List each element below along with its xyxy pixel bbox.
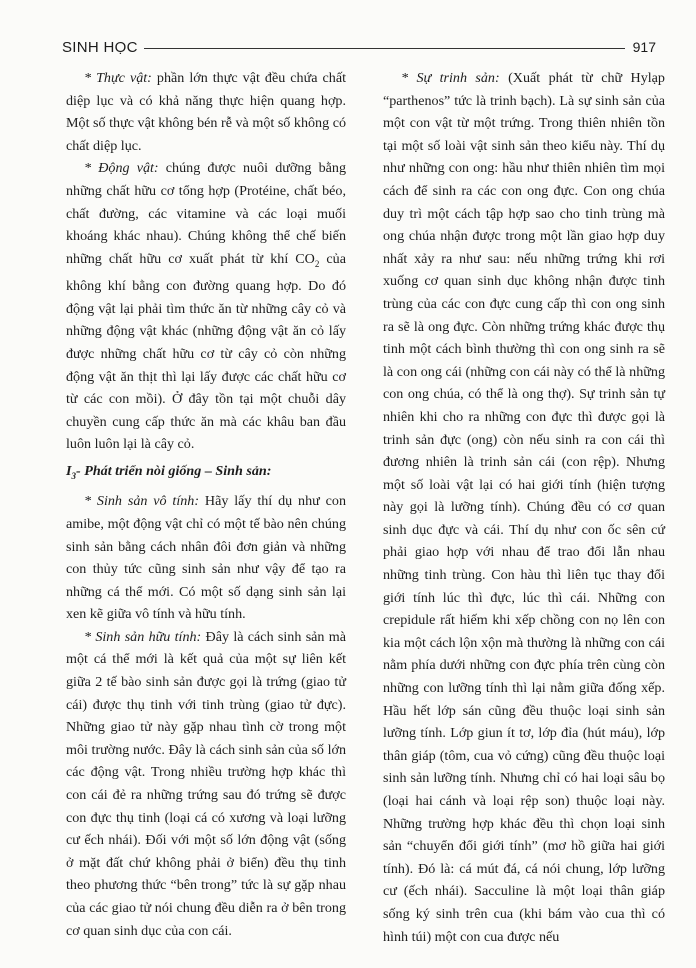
sexual-label: * Sinh sản hữu tính: — [84, 628, 202, 645]
paragraph-asexual — [66, 490, 346, 626]
paragraph-sexual — [66, 626, 346, 942]
paragraph-parthenogenesis — [383, 67, 665, 948]
asexual-label: * Sinh sản vô tính: — [84, 493, 200, 510]
plants-label: * Thực vật: — [84, 70, 152, 86]
running-header — [62, 37, 656, 57]
animals-text-b: của không khí bằng con đường quang hợp. Do đó động vật lại phải tìm thức ăn từ những cây cỏ và những động vật khác (những động vật ăn cỏ lấy được những chất hữu cơ từ cây cỏ còn những động vật ăn thịt thì lại lấy được các chất hữu cơ từ các con mồi). Ở đây tồn tại một chuỗi dây chuyền cung cấp thức ăn mà các khâu ban đầu luôn luôn lại là cây cỏ. — [66, 250, 346, 453]
co2-subscript: 2 — [314, 258, 320, 269]
animals-text-a: chúng được nuôi dưỡng bằng những chất hữu cơ tổng hợp (Protéine, chất béo, chất đường, các vitamine và các loại muối khoáng khác nhau). Chúng không thể chế biến những chất hữu cơ xuất phát từ khí CO — [66, 160, 347, 267]
header-rule — [144, 48, 625, 49]
parthenogenesis-label: * Sự trinh sản: — [401, 70, 500, 86]
parthenogenesis-text: (Xuất phát từ chữ Hylạp “parthenos” tức là trinh bạch). Là sự sinh sản của một con vật từ một trứng. Trong thiên nhiên tồn tại một số loài vật sinh sản theo kiểu này. Thí dụ như những con ong: hầu như thiên nhiên tìm mọi cách để sinh ra các con ong đực. Con ong chúa duy trì một cách tập hợp sao cho tinh trùng mà ong chúa nhận được trong một lần giao hợp duy nhất xảy ra như sau: nếu những trứng khi rơi xuống cơ quan sinh dục không nhận được tinh trùng của các con đực cung cấp thì con ong sinh ra sẽ là ong đực. Còn những trứng khác được thụ tinh một cách bình thường thì con ong sinh ra sẽ là con ong cái (những con cái này có thể là những con ong chúa, có thể là ong thợ). Sự trinh sản tự nhiên khi cho ra những con đực thì được gọi là trinh sản đực (ong) còn nếu sinh ra con cái thì đương nhiên là trinh sản cái (con rệp). Nhưng một số loài vật lại có hai giới tính (hiện tượng này gọi là lưỡng tính). Chúng đều có cơ quan sinh dục đực và cái. Thí dụ như con ốc sên cứ phải giao hợp với nhau để trao đổi lẫn nhau những tinh trùng. Con hàu thì liên tục thay đổi giới tính lúc thì đực, lúc thì cái. Những con crepidule rất hiếm khi xếp chồng con nọ lên con kia một cách lộn xộn mà thường là những con cái nằm phía dưới những con đực phía trên cùng còn những con lưỡng tính thì lại nằm giữa đống xếp. Hầu hết lớp sán cũng đều thuộc loại sinh sản lưỡng tính. Lớp giun ít tơ, lớp đỉa (hút máu), lớp thân giáp (tôm, cua vỏ cứng) cũng đều thuộc loại sinh sản lưỡng tính. Nhưng chỉ có hai loại sâu bọ (loại hai cánh và loại rệp son) thuộc loại này. Những trường hợp khác đều thì chọn loại sinh sản “chuyển đổi giới tính” (mơ hồ giữa hai giới tính). Đó là: cá mút đá, cá nói chung, lớp lưỡng cư (ếch nhái). Sacculine là một loại thân giáp sống ký sinh trên cua (khi bám vào cua thì có hình túi) một con cua được nếu — [383, 70, 665, 945]
heading-prefix: I — [66, 462, 72, 479]
plants-text: phần lớn thực vật đều chứa chất diệp lục và có khả năng thực hiện quang hợp. Một số thực vật không bén rễ và một số không có chất diệp lục. — [66, 70, 346, 154]
left-column — [66, 67, 346, 942]
running-title: SINH HỌC — [62, 38, 138, 56]
paragraph-plants — [66, 67, 346, 157]
sexual-text: Đây là cách sinh sản mà một cá thể mới là kết quả của một sự liên kết giữa 2 tế bào sinh sản được gọi là trứng (giao tử cái) được thụ tinh với tinh trùng (giao tử đực). Những giao tử này gặp nhau tình cờ trong một môi trường nước. Đây là cách sinh sản của số lớn các động vật. Trong nhiều trường hợp khác thì con cái đẻ ra những trứng sau đó trứng sẽ được con đực thụ tinh (loại cá có xương và loại lưỡng cư ếch nhái). Đối với một số lớn động vật (sống ở mặt đất chứ không phải ở biển) đều thụ tinh theo phương thức “bên trong” tức là sự gặp nhau của các giao tử nói chung đều diễn ra ở bên trong cơ quan sinh dục của con cái. — [66, 628, 346, 939]
heading-subscript: 3 — [71, 470, 76, 481]
section-heading — [66, 460, 346, 487]
asexual-text: Hãy lấy thí dụ như con amibe, một động vật chỉ có một tế bào nên chúng sinh sản bằng cách nhân đôi đơn giản và những con thủy tức cũng sinh sản như vậy để tạo ra những cá thể mới. Có một số dạng sinh sản lại xen kẽ giữa vô tính và hữu tính. — [66, 493, 346, 623]
paragraph-animals — [66, 157, 346, 456]
heading-text: - Phát triển nòi giống – Sinh sản: — [76, 462, 272, 479]
right-column — [383, 67, 665, 948]
page-number: 917 — [632, 39, 656, 55]
animals-label: * Động vật: — [84, 160, 159, 177]
